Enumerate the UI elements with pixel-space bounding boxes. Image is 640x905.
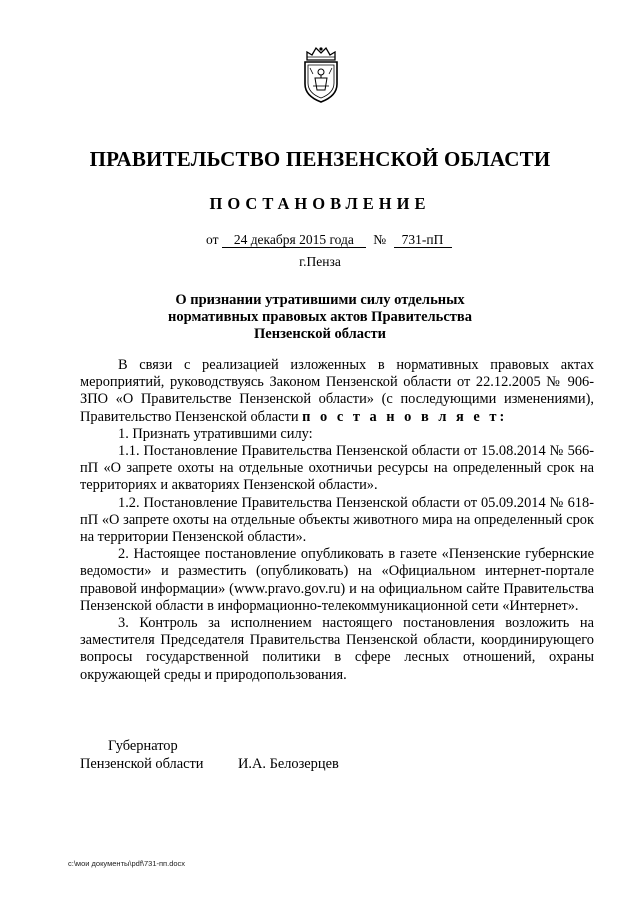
subject-line: Пензенской области xyxy=(254,326,386,342)
date-prefix: от xyxy=(206,232,219,247)
item-2: 2. Настоящее постановление опубликовать в газете «Пензенские губернские ведомости» и разместить (опубликовать) на «Официальном интернет-портале правовой информации» (www.pravo.gov.ru) и на официальном сайте Правительства Пензенской области в информационно-телекоммуникационной сети «Интернет». xyxy=(80,546,594,614)
subject-line: нормативных правовых актов Правительства xyxy=(168,309,472,325)
signatory-region: Пензенской области xyxy=(80,756,204,772)
intro-text: В связи с реализацией изложенных в нормативных правовых актах мероприятий, руководствуясь Законом Пензенской области от 22.12.2005 № 906-ЗПО «О Правительстве Пензенской области» (с последующими изменениями), Правительство Пензенской области xyxy=(80,357,594,425)
number-sign: № xyxy=(373,232,387,247)
file-path-footer: c:\мои документы\pdf\731-пп.docx xyxy=(68,859,186,868)
item-3: 3. Контроль за исполнением настоящего постановления возложить на заместителя Председателя Правительства Пензенской области, координирующего вопросы государственной политики в сфере лесных отношений, охраны окружающей среды и природопользования. xyxy=(80,615,594,683)
coat-of-arms-icon xyxy=(298,46,344,104)
intro-paragraph xyxy=(80,357,594,426)
signatory-name: И.А. Белозерцев xyxy=(238,756,339,772)
item-1-1: 1.1. Постановление Правительства Пензенской области от 15.08.2014 № 566-пП «О запрете охоты на отдельные охотничьи ресурсы на определенный срок на территориях и акваториях Пензенской области». xyxy=(80,443,594,494)
decree-date: 24 декабря 2015 года xyxy=(222,232,366,248)
government-title: ПРАВИТЕЛЬСТВО ПЕНЗЕНСКОЙ ОБЛАСТИ xyxy=(89,147,551,171)
city: г.Пенза xyxy=(299,254,341,269)
decree-body xyxy=(80,357,594,684)
intro-keyword: п о с т а н о в л я е т: xyxy=(302,408,508,425)
document-type: ПОСТАНОВЛЕНИЕ xyxy=(209,194,431,213)
subject-line: О признании утратившими силу отдельных xyxy=(175,292,465,308)
date-number-line xyxy=(206,232,452,248)
item-1-2: 1.2. Постановление Правительства Пензенской области от 05.09.2014 № 618-пП «О запрете охоты на отдельные объекты животного мира на определенный срок на территории Пензенской области». xyxy=(80,494,594,546)
signatory-title: Губернатор xyxy=(108,738,178,754)
decree-subject xyxy=(100,292,540,343)
item-1: 1. Признать утратившими силу: xyxy=(118,425,313,442)
decree-number: 731-пП xyxy=(394,232,452,248)
